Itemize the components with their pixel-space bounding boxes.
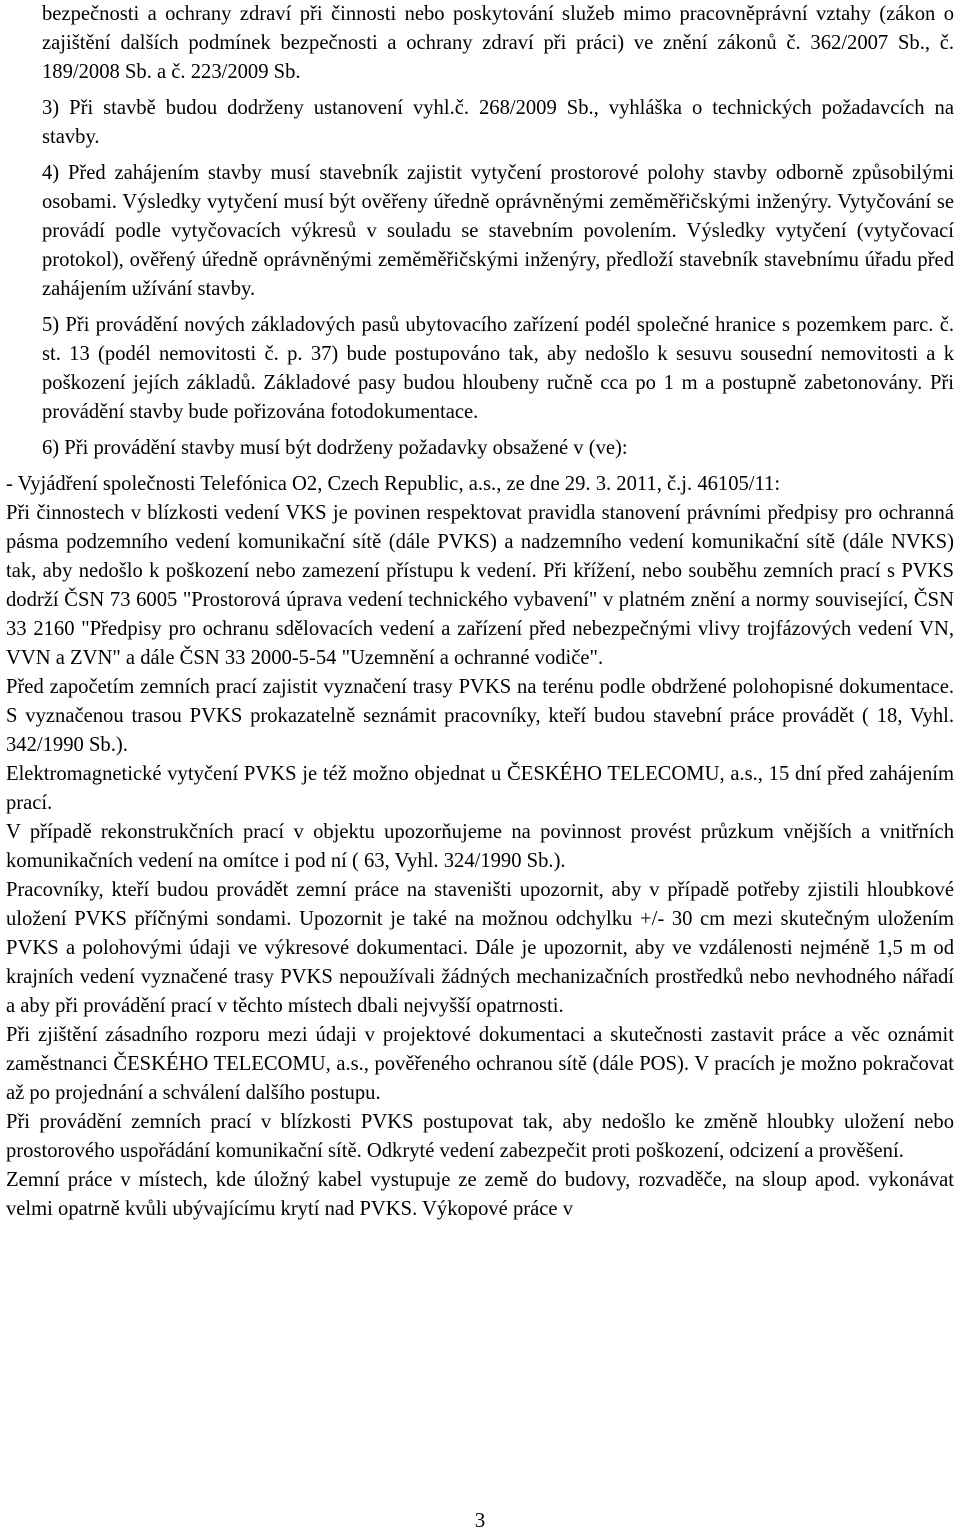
- paragraph-earthworks: Při provádění zemních prací v blízkosti PVKS postupovat tak, aby nedošlo ke změně hloubky uložení nebo prostorového uspořádání komunikační sítě. Odkryté vedení zabezpečit proti poškození, odcizení a prověšení.: [6, 1111, 954, 1162]
- paragraph-discrepancy: Při zjištění zásadního rozporu mezi údaji v projektové dokumentaci a skutečnosti zastavit práce a věc oznámit zaměstnanci ČESKÉHO TELECOMU, a.s., pověřeného ochranou sítě (dále POS). V pracích je možno pokračovat až po projednání a schválení dalšího postupu.: [6, 1024, 954, 1104]
- page-number: 3: [474, 1508, 486, 1532]
- paragraph-vks-rules: Při činnostech v blízkosti vedení VKS je povinen respektovat pravidla stanovení právními předpisy pro ochranná pásma podzemního vedení komunikační sítě (dále PVKS) a nadzemního vedení komunikační sítě (dále NVKS) tak, aby nedošlo k poškození nebo zamezení přístupu k vedení. Při křížení, nebo souběhu zemních prací s PVKS dodrží ČSN 73 6005 "Prostorová úprava vedení technického vybavení" v platném znění a normy související, ČSN 33 2160 "Předpisy pro ochranu sdělovacích vedení a zařízení před nebezpečnými vlivy trojfázových vedení VN, VVN a ZVN" a dále ČSN 33 2000-5-54 "Uzemnění a ochranné vodiče".: [6, 502, 954, 669]
- paragraph-reconstruction: V případě rekonstrukčních prací v objektu upozorňujeme na povinnost provést průzkum vnějších a vnitřních komunikačních vedení na omítce i pod ní ( 63, Vyhl. 324/1990 Sb.).: [6, 821, 954, 872]
- paragraph-cable-exit: Zemní práce v místech, kde úložný kabel vystupuje ze země do budovy, rozvaděče, na sloup apod. vykonávat velmi opatrně kvůli ubývajícímu krytí nad PVKS. Výkopové práce v: [6, 1169, 954, 1220]
- paragraph-telefonica-statement: - Vyjádření společnosti Telefónica O2, Czech Republic, a.s., ze dne 29. 3. 2011, č.j. 46105/11:: [6, 473, 781, 495]
- paragraph-item-6: 6) Při provádění stavby musí být dodrženy požadavky obsažené v (ve):: [42, 437, 628, 459]
- paragraph-continuation: bezpečnosti a ochrany zdraví při činnosti nebo poskytování služeb mimo pracovněprávní vztahy (zákon o zajištění dalších podmínek bezpečnosti a ochrany zdraví při práci) ve znění zákonů č. 362/2007 Sb., č. 189/2008 Sb. a č. 223/2009 Sb.: [42, 3, 954, 83]
- paragraph-pvks-marking: Před započetím zemních prací zajistit vyznačení trasy PVKS na terénu podle obdržené polohopisné dokumentace. S vyznačenou trasou PVKS prokazatelně seznámit pracovníky, kteří budou stavební práce provádět ( 18, Vyhl. 342/1990 Sb.).: [6, 676, 954, 756]
- paragraph-workers-notice: Pracovníky, kteří budou provádět zemní práce na staveništi upozornit, aby v případě potřeby zjistili hloubkové uložení PVKS příčnými sondami. Upozornit je také na možnou odchylku +/- 30 cm mezi skutečným uložením PVKS a polohovými údaji ve výkresové dokumentaci. Dále je upozornit, aby ve vzdálenosti nejméně 1,5 m od krajních vedení vyznačené trasy PVKS nepoužívali žádných mechanizačních prostředků nebo nevhodného nářadí a aby při provádění prací v těchto místech dbali nejvyšší opatrnosti.: [6, 879, 954, 1017]
- document-page: [6, 0, 954, 1224]
- paragraph-item-3: 3) Při stavbě budou dodrženy ustanovení vyhl.č. 268/2009 Sb., vyhláška o technických požadavcích na stavby.: [42, 97, 954, 148]
- paragraph-item-4: 4) Před zahájením stavby musí stavebník zajistit vytyčení prostorové polohy stavby odborně způsobilými osobami. Výsledky vytyčení musí být ověřeny úředně oprávněnými zeměměřičskými inženýry. Vytyčování se provádí podle vytyčovacích výkresů v souladu se stavebním povolením. Výsledky vytyčení (vytyčovací protokol), ověřený úředně oprávněnými zeměměřičskými inženýry, předloží stavebník stavebnímu úřadu před zahájením užívání stavby.: [42, 162, 954, 300]
- paragraph-electromagnetic-marking: Elektromagnetické vytyčení PVKS je též možno objednat u ČESKÉHO TELECOMU, a.s., 15 dní před zahájením prací.: [6, 763, 954, 814]
- paragraph-item-5: 5) Při provádění nových základových pasů ubytovacího zařízení podél společné hranice s pozemkem parc. č. st. 13 (podél nemovitosti č. p. 37) bude postupováno tak, aby nedošlo k sesuvu sousední nemovitosti a k poškození jejích základů. Základové pasy budou hloubeny ručně cca po 1 m a postupně zabetonovány. Při provádění stavby bude pořizována fotodokumentace.: [42, 314, 954, 423]
